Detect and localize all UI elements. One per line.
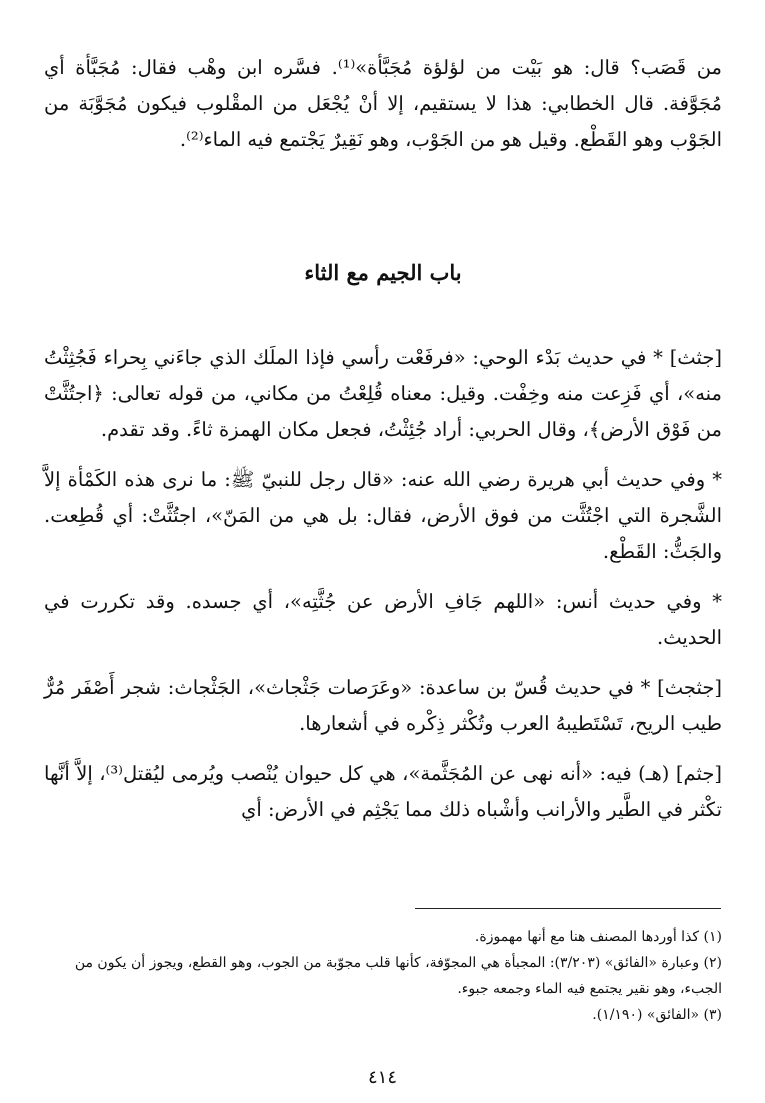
footnotes-block [44, 924, 722, 1028]
page-number: ٤١٤ [367, 1067, 397, 1088]
section-body [44, 340, 722, 842]
entry-paragraph-jathjath: [جثجث] * في حديث قُسّ بن ساعدة: «وعَرَصات جَثْجاث»، الجَثْجاث: شجر أَصْفَر مُرٌّ طيب الريح، تَسْتَطيبهُ العرب وتُكْثر ذِكْره في أشعارها. [44, 676, 722, 735]
section-heading: باب الجيم مع الثاء [304, 260, 462, 285]
footnote-divider [415, 908, 721, 909]
continued-paragraph: من قَصَب؟ قال: هو بَيْت من لؤلؤة مُجَبَّأة»⁽¹⁾. فسَّره ابن وهْب فقال: مُجَبَّأة أي مُجَوَّفة. قال الخطابي: هذا لا يستقيم، إلا أنْ يُجْعَل من المقْلوب فيكون مُجَوَّبَة من الجَوْب وهو القَطْع. وقيل هو من الجَوْب، وهو نَقِيرٌ يَجْتمع فيه الماء⁽²⁾. [44, 56, 722, 151]
entry-paragraph-abu-hurayra: * وفي حديث أبي هريرة رضي الله عنه: «قال رجل للنبيّ ﷺ: ما نرى هذه الكَمْأة إلاَّ الشَّجرة التي اجْتُثَّت من فوق الأرض، فقال: بل هي من المَنّ»، اجتُثَّتْ: أي قُطِعت. والجَثُّ: القَطْع. [44, 468, 722, 563]
entry-paragraph-jathth: [جثث] * في حديث بَدْء الوحي: «فرفَعْت رأسي فإذا الملَك الذي جاءَني بِحراء فَجُثِثْتُ منه»، أي فَزِعت منه وخِفْت. وقيل: معناه قُلِعْتُ من مكاني، من قوله تعالى: ﴿اجتُثَّتْ من فَوْق الأرض﴾، وقال الحربي: أراد جُئِثْتُ، فجعل مكان الهمزة ثاءً. وقد تقدم. [44, 346, 722, 441]
continued-entry-block [44, 50, 722, 158]
footnote-2: (٢) وعبارة «الفائق» (٣/٢٠٣): المجبأة هي المجوّفة، كأنها قلب مجوّبة من الجوب، وهو القطع، ويجوز أن يكون من الجبء، وهو نقير يجتمع فيه الماء وجمعه جبوء. [74, 955, 722, 997]
footnote-1: (١) كذا أوردها المصنف هنا مع أنها مهموزة. [474, 929, 722, 945]
footnote-3: (٣) «الفائق» (١/١٩٠). [592, 1007, 722, 1023]
entry-paragraph-jathm: [جثم] (هـ) فيه: «أنه نهى عن المُجَثَّمة»، هي كل حيوان يُنْصب ويُرمى ليُقتل⁽³⁾، إلاَّ أنَّها تكْثر في الطَّير والأرانب وأشْباه ذلك مما يَجْثِم في الأرض: أي [44, 762, 722, 821]
entry-paragraph-anas: * وفي حديث أنس: «اللهم جَافِ الأرض عن جُثَّتِه»، أي جسده. وقد تكررت في الحديث. [44, 590, 722, 649]
